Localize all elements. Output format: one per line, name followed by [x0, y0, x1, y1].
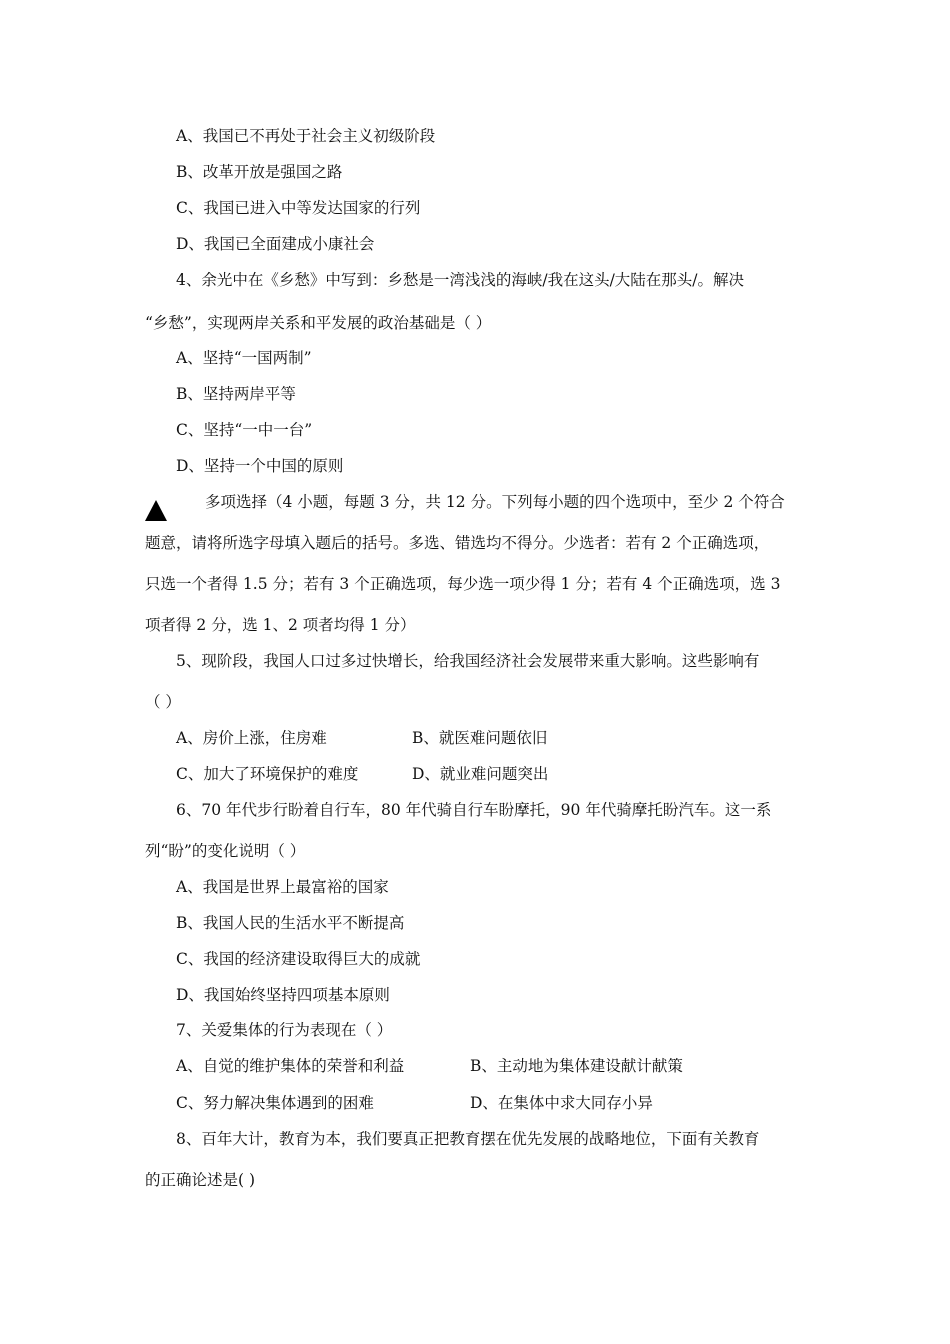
q6-option-c: C、我国的经济建设取得巨大的成就: [176, 950, 421, 968]
q8-stem-line1: 8、百年大计，教育为本，我们要真正把教育摆在优先发展的战略地位，下面有关教育: [176, 1130, 760, 1148]
q7-option-d: D、在集体中求大同存小异: [470, 1094, 653, 1112]
section-multi-line1: 多项选择（4 小题，每题 3 分，共 12 分。下列每小题的四个选项中，至少 2 个符合: [205, 493, 785, 511]
q6-stem-line2: 列“盼”的变化说明（ ）: [145, 842, 306, 860]
q4-option-d: D、坚持一个中国的原则: [176, 457, 344, 475]
q7-option-a: A、自觉的维护集体的荣誉和利益: [176, 1057, 405, 1075]
section-multi-line3: 只选一个者得 1.5 分；若有 3 个正确选项，每少选一项少得 1 分；若有 4 个正确选项，选 3: [145, 575, 781, 593]
q6-option-b: B、我国人民的生活水平不断提高: [176, 914, 405, 932]
q5-stem-line1: 5、现阶段，我国人口过多过快增长，给我国经济社会发展带来重大影响。这些影响有: [176, 652, 760, 670]
q8-stem-line2: 的正确论述是( ): [145, 1171, 256, 1189]
q4-option-b: B、坚持两岸平等: [176, 385, 296, 403]
q7-stem: 7、关爱集体的行为表现在（ ）: [176, 1021, 393, 1039]
q5-option-a: A、房价上涨，住房难: [176, 729, 327, 747]
q6-stem-line1: 6、70 年代步行盼着自行车，80 年代骑自行车盼摩托，90 年代骑摩托盼汽车。这一系: [176, 801, 772, 819]
q5-stem-line2: （ ）: [145, 693, 181, 711]
q6-option-a: A、我国是世界上最富裕的国家: [176, 878, 389, 896]
q4-stem-line2: “乡愁”，实现两岸关系和平发展的政治基础是（ ）: [145, 314, 492, 332]
q6-option-d: D、我国始终坚持四项基本原则: [176, 986, 390, 1004]
section-multi-line4: 项者得 2 分，选 1、2 项者均得 1 分）: [145, 616, 416, 634]
q7-option-c: C、努力解决集体遇到的困难: [176, 1094, 374, 1112]
q3-option-c: C、我国已进入中等发达国家的行列: [176, 199, 421, 217]
q4-stem-line1: 4、余光中在《乡愁》中写到：乡愁是一湾浅浅的海峡/我在这头/大陆在那头/。解决: [176, 271, 745, 289]
q3-option-d: D、我国已全面建成小康社会: [176, 235, 375, 253]
section-multi-line2: 题意，请将所选字母填入题后的括号。多选、错选均不得分。少选者：若有 2 个正确选项，: [145, 534, 770, 552]
section-bullet-triangle-icon: [145, 500, 167, 521]
q7-option-b: B、主动地为集体建设献计献策: [470, 1057, 683, 1075]
q4-option-a: A、坚持“一国两制”: [176, 349, 312, 367]
q3-option-a: A、我国已不再处于社会主义初级阶段: [176, 127, 436, 145]
q5-option-c: C、加大了环境保护的难度: [176, 765, 359, 783]
q5-option-b: B、就医难问题依旧: [412, 729, 548, 747]
q3-option-b: B、改革开放是强国之路: [176, 163, 343, 181]
q5-option-d: D、就业难问题突出: [412, 765, 549, 783]
q4-option-c: C、坚持“一中一台”: [176, 421, 313, 439]
